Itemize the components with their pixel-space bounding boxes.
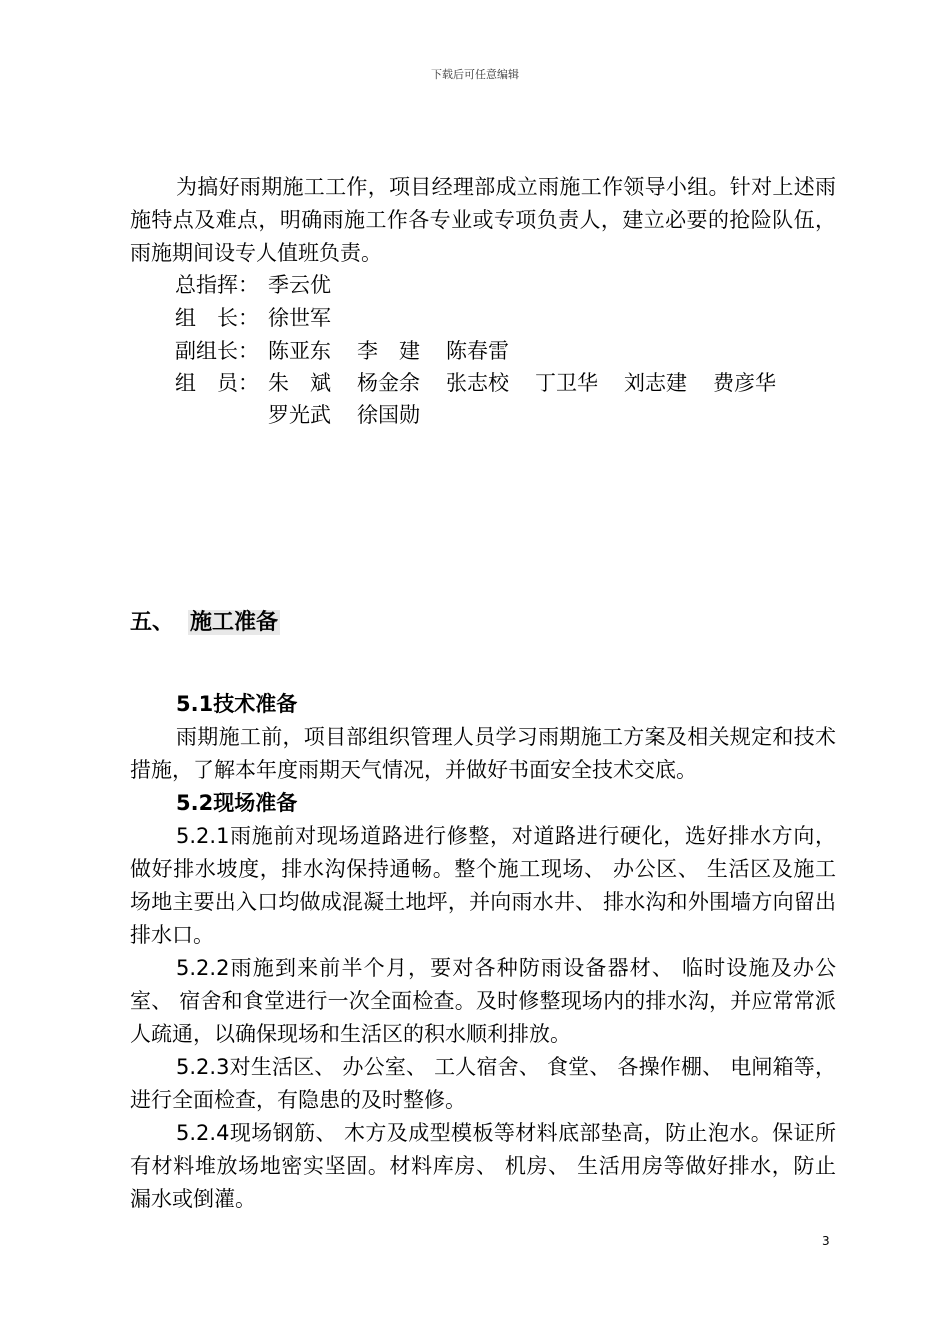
- member-name: 朱 斌: [268, 371, 331, 395]
- paragraph-5-1: 雨期施工前，项目部组织管理人员学习雨期施工方案及相关规定和技术措施，了解本年度雨期天气情况，并做好书面安全技术交底。: [130, 725, 836, 782]
- paragraph-5-2-2: 5.2.2雨施到来前半个月，要对各种防雨设备器材、 临时设施及办公室、 宿舍和食堂进行一次全面检查。及时修整现场内的排水沟，并应常常派人疏通，以确保现场和生活区的积水顺利排放。: [130, 956, 836, 1046]
- member-name: 罗光武: [268, 403, 331, 427]
- member-name: 徐国勋: [357, 403, 420, 427]
- page-number: 3: [822, 1234, 830, 1248]
- paragraph-5-2-1: 5.2.1雨施前对现场道路进行修整，对道路进行硬化，选好排水方向，做好排水坡度，排水沟保持通畅。整个施工现场、 办公区、 生活区及施工场地主要出入口均做成混凝土地坪，并向雨水井、 排水沟和外围墙方向留出排水口。: [130, 824, 836, 947]
- member-name: 张志校: [446, 371, 509, 395]
- deputy-names: [268, 335, 535, 368]
- deputy-label: 副组长：: [175, 339, 259, 363]
- subsection-title-5-2: 5.2现场准备: [176, 791, 298, 815]
- member-name: 费彦华: [713, 371, 776, 395]
- member-name: 刘志建: [624, 371, 687, 395]
- leader-name: 徐世军: [268, 306, 331, 330]
- page-header-note: 下载后可任意编辑: [431, 68, 519, 81]
- commander-label: 总指挥：: [175, 273, 259, 297]
- member-name: 杨金余: [357, 371, 420, 395]
- members-label: 组 员：: [175, 371, 259, 395]
- commander-name: 季云优: [268, 273, 331, 297]
- subsection-title-5-1: 5.1技术准备: [176, 692, 298, 716]
- deputy-name: 李 建: [357, 339, 420, 363]
- deputy-name: 陈春雷: [446, 339, 509, 363]
- intro-paragraph: 为搞好雨期施工工作，项目经理部成立雨施工作领导小组。针对上述雨施特点及难点，明确雨施工作各专业或专项负责人，建立必要的抢险队伍，雨施期间设专人值班负责。: [130, 175, 836, 265]
- section-title: 施工准备: [190, 610, 279, 635]
- leader-label: 组 长：: [175, 306, 259, 330]
- section-heading: [130, 606, 280, 639]
- paragraph-5-2-4: 5.2.4现场钢筋、 木方及成型模板等材料底部垫高，防止泡水。保证所有材料堆放场地密实坚固。材料库房、 机房、 生活用房等做好排水，防止漏水或倒灌。: [130, 1121, 836, 1211]
- section-number: 五、: [130, 610, 175, 635]
- members-row-2: [268, 399, 446, 432]
- paragraph-5-2-3: 5.2.3对生活区、 办公室、 工人宿舍、 食堂、 各操作棚、 电闸箱等，进行全面检查，有隐患的及时整修。: [130, 1055, 836, 1112]
- deputy-name: 陈亚东: [268, 339, 331, 363]
- members-row-1: [268, 367, 802, 400]
- member-name: 丁卫华: [535, 371, 598, 395]
